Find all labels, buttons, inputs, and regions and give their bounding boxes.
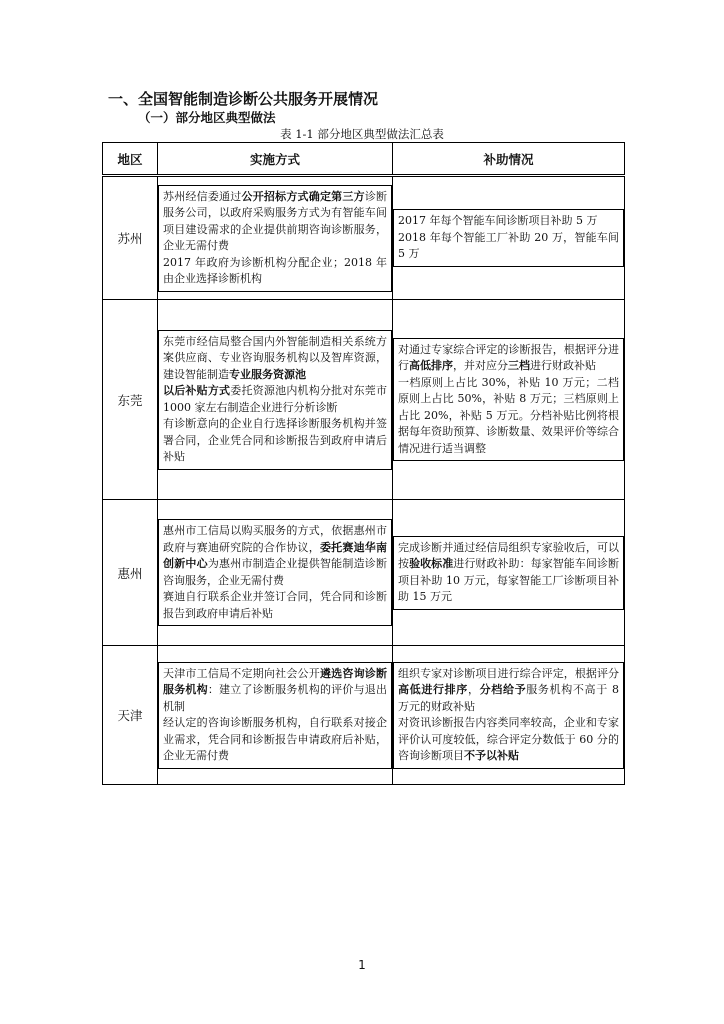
header-subsidy: 补助情况: [393, 143, 625, 176]
subsidy-cell: [393, 536, 624, 610]
region-cell: 惠州: [103, 500, 158, 646]
cell-text: 诊断服务公司，以政府采购服务方式为有智能车间项目建设需求的企业提供前期咨询诊断服务，企业无需付费: [163, 189, 388, 252]
table-caption: 表 1-1 部分地区典型做法汇总表: [280, 127, 444, 141]
cell-text: 赛迪自行联系企业并签订合同，凭合同和诊断报告到政府申请后补贴: [163, 590, 387, 620]
subsection-title: （一）部分地区典型做法: [138, 110, 276, 125]
method-cell: [158, 662, 392, 769]
table-row: [103, 646, 625, 785]
cell-text: 天津市工信局不定期向社会公开: [163, 666, 320, 680]
page-number: 1: [358, 958, 366, 972]
cell-text: 对通过专家综合评定的诊断报告，根据评分进行: [398, 342, 619, 373]
cell-text: ，: [467, 683, 480, 696]
emphasis-text: 遴选咨询诊断服务机构: [163, 666, 388, 696]
method-cell: [158, 519, 392, 626]
cell-text: ，并对应分: [453, 359, 508, 373]
cell-text: ：建立了诊断服务机构的评价与退出机制: [163, 683, 388, 713]
cell-text: 一档原则上占比 30%，补贴 10 万元；二档原则上占比 50%，补贴 8 万元；三档原则上占比 20%，补贴 5 万元。分档补贴比例将根据每年资助预算、诊断数量、效果评价等综合情况进行适当调整: [398, 375, 619, 455]
summary-table: [102, 142, 625, 785]
table-header-row: [103, 143, 625, 176]
emphasis-text: 不予以补贴: [464, 749, 519, 762]
emphasis-text: 公开招标方式确定第三方: [241, 189, 365, 203]
region-cell: 东莞: [103, 300, 158, 500]
emphasis-text: 分档给予: [479, 683, 527, 696]
cell-text: 进行财政补贴: [530, 359, 596, 373]
cell-text: 进行财政补助：每家智能车间诊断项目补助 10 万元，每家智能工厂诊断项目补助 15 万元: [398, 557, 620, 603]
table-row: [103, 176, 625, 300]
emphasis-text: 以后补贴方式: [163, 384, 231, 397]
emphasis-text: 高低排序: [409, 359, 453, 373]
emphasis-text: 专业服务资源池: [229, 367, 306, 381]
subsidy-cell: [393, 338, 624, 462]
cell-text: 2018 年每个智能工厂补助 20 万，智能车间 5 万: [398, 230, 619, 261]
method-cell: [158, 330, 392, 470]
emphasis-text: 委托赛迪华南创新中心: [163, 540, 388, 570]
table-row: [103, 500, 625, 646]
method-cell: [158, 185, 392, 292]
cell-text: 组织专家对诊断项目进行综合评定，根据评分: [398, 666, 619, 680]
table-row: [103, 300, 625, 500]
header-region: 地区: [103, 143, 158, 176]
cell-text: 惠州市工信局以购买服务的方式，依据惠州市政府与赛迪研究院的合作协议，: [163, 524, 387, 554]
cell-text: 对资讯诊断报告内容类同率较高，企业和专家评价认可度较低，综合评定分数低于 60 分的咨询诊断项目: [398, 716, 619, 762]
region-cell: 天津: [103, 646, 158, 785]
cell-text: 苏州经信委通过: [163, 189, 242, 203]
cell-text: 经认定的咨询诊断服务机构，自行联系对接企业需求，凭合同和诊断报告申请政府后补贴，企业无需付费: [163, 716, 387, 762]
cell-text: 完成诊断并通过经信局组织专家验收后，可以按: [398, 540, 619, 570]
subsidy-cell: [393, 662, 624, 769]
cell-text: 2017 年每个智能车间诊断项目补助 5 万: [398, 214, 598, 228]
emphasis-text: 高低进行排序: [398, 683, 468, 696]
cell-text: 服务机构不高于 8 万元的财政补贴: [398, 683, 620, 713]
cell-text: 2017 年政府为诊断机构分配企业；2018 年由企业选择诊断机构: [163, 255, 387, 285]
subsidy-cell: [393, 209, 624, 267]
section-title: 一、全国智能制造诊断公共服务开展情况: [108, 90, 379, 108]
header-method: 实施方式: [158, 143, 393, 176]
cell-text: 有诊断意向的企业自行选择诊断服务机构并签署合同，企业凭合同和诊断报告到政府申请后补贴: [163, 417, 387, 463]
region-cell: 苏州: [103, 176, 158, 300]
cell-text: 委托资源池内机构分批对东莞市 1000 家左右制造企业进行分析诊断: [163, 384, 388, 414]
cell-text: 东莞市经信局整合国内外智能制造相关系统方案供应商、专业咨询服务机构以及智库资源，建设智能制造: [163, 334, 387, 381]
cell-text: 为惠州市制造企业提供智能制造诊断咨询服务，企业无需付费: [163, 557, 388, 587]
emphasis-text: 验收标准: [409, 557, 454, 570]
emphasis-text: 三档: [508, 359, 530, 373]
